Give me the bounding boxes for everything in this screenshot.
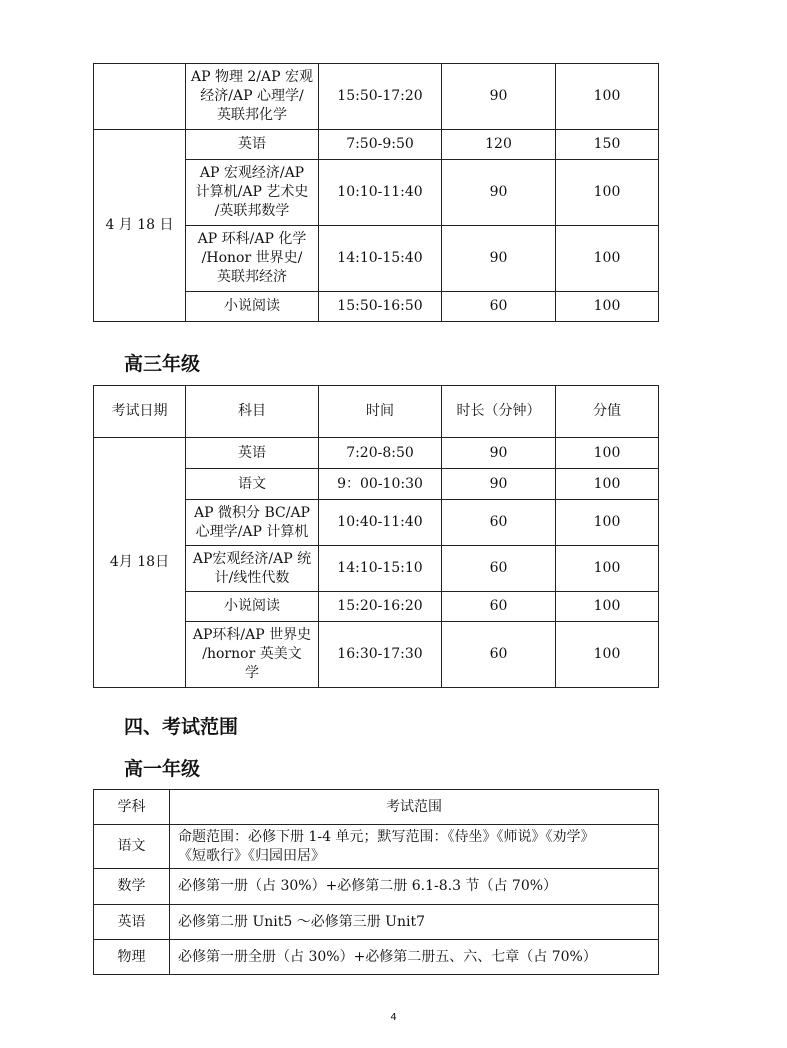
header-score: 分值 <box>556 386 659 438</box>
table-row <box>94 869 659 905</box>
duration-cell: 60 <box>442 500 556 546</box>
subject-cell: 小说阅读 <box>186 592 319 622</box>
subject-cell: 物理 <box>94 940 170 975</box>
grade12-heading: 高三年级 <box>124 353 201 375</box>
header-subject: 科目 <box>186 386 319 438</box>
schedule-table-grade12 <box>93 385 659 688</box>
time-cell: 15:50-16:50 <box>319 292 442 322</box>
subject-cell: AP 物理 2/AP 宏观 经济/AP 心理学/ 英联邦化学 <box>186 64 319 130</box>
duration-cell: 60 <box>442 292 556 322</box>
duration-cell: 90 <box>442 64 556 130</box>
table-row <box>94 905 659 940</box>
scope-cell: 必修第一册全册（占 30%）+必修第二册五、六、七章（占 70%） <box>170 940 659 975</box>
score-cell: 100 <box>556 438 659 469</box>
schedule-table-continued <box>93 63 659 322</box>
header-date: 考试日期 <box>94 386 186 438</box>
time-cell: 7:20-8:50 <box>319 438 442 469</box>
header-subject: 学科 <box>94 790 170 825</box>
duration-cell: 60 <box>442 622 556 688</box>
duration-cell: 90 <box>442 438 556 469</box>
time-cell: 9：00-10:30 <box>319 469 442 500</box>
scope-cell: 必修第一册（占 30%）+必修第二册 6.1-8.3 节（占 70%） <box>170 869 659 905</box>
score-cell: 100 <box>556 592 659 622</box>
header-scope: 考试范围 <box>170 790 659 825</box>
table-row <box>94 825 659 869</box>
duration-cell: 90 <box>442 226 556 292</box>
table-header-row <box>94 790 659 825</box>
subject-cell: 英语 <box>186 130 319 160</box>
duration-cell: 60 <box>442 592 556 622</box>
scope-cell: 命题范围：必修下册 1-4 单元；默写范围：《侍坐》《师说》《劝学》 《短歌行》《归园田居》 <box>170 825 659 869</box>
table-row <box>94 940 659 975</box>
subject-cell: AP 微积分 BC/AP 心理学/AP 计算机 <box>186 500 319 546</box>
date-cell <box>94 64 186 130</box>
score-cell: 100 <box>556 546 659 592</box>
date-cell: 4 月 18 日 <box>94 130 186 322</box>
score-cell: 100 <box>556 622 659 688</box>
page-number: 4 <box>390 1012 397 1023</box>
subject-cell: AP环科/AP 世界史 /hornor 英美文 学 <box>186 622 319 688</box>
score-cell: 100 <box>556 64 659 130</box>
time-cell: 14:10-15:40 <box>319 226 442 292</box>
subject-cell: AP 环科/AP 化学 /Honor 世界史/ 英联邦经济 <box>186 226 319 292</box>
exam-scope-table <box>93 789 659 975</box>
time-cell: 14:10-15:10 <box>319 546 442 592</box>
score-cell: 100 <box>556 226 659 292</box>
time-cell: 7:50-9:50 <box>319 130 442 160</box>
subject-cell: 小说阅读 <box>186 292 319 322</box>
duration-cell: 60 <box>442 546 556 592</box>
subject-cell: 英语 <box>186 438 319 469</box>
scope-cell: 必修第二册 Unit5 ～必修第三册 Unit7 <box>170 905 659 940</box>
subject-cell: 语文 <box>94 825 170 869</box>
subject-cell: 语文 <box>186 469 319 500</box>
time-cell: 16:30-17:30 <box>319 622 442 688</box>
subject-cell: AP 宏观经济/AP 计算机/AP 艺术史 /英联邦数学 <box>186 160 319 226</box>
duration-cell: 90 <box>442 469 556 500</box>
table-row <box>94 438 659 469</box>
score-cell: 100 <box>556 292 659 322</box>
table-row <box>94 64 659 130</box>
time-cell: 10:10-11:40 <box>319 160 442 226</box>
time-cell: 15:20-16:20 <box>319 592 442 622</box>
time-cell: 10:40-11:40 <box>319 500 442 546</box>
score-cell: 100 <box>556 500 659 546</box>
score-cell: 150 <box>556 130 659 160</box>
subject-cell: 数学 <box>94 869 170 905</box>
header-duration: 时长（分钟） <box>442 386 556 438</box>
duration-cell: 120 <box>442 130 556 160</box>
grade10-heading: 高一年级 <box>124 758 201 780</box>
subject-cell: AP宏观经济/AP 统 计/线性代数 <box>186 546 319 592</box>
section4-heading: 四、考试范围 <box>124 716 239 738</box>
table-row <box>94 130 659 160</box>
score-cell: 100 <box>556 160 659 226</box>
table-header-row <box>94 386 659 438</box>
header-time: 时间 <box>319 386 442 438</box>
duration-cell: 90 <box>442 160 556 226</box>
score-cell: 100 <box>556 469 659 500</box>
date-cell: 4月 18日 <box>94 438 186 688</box>
time-cell: 15:50-17:20 <box>319 64 442 130</box>
subject-cell: 英语 <box>94 905 170 940</box>
